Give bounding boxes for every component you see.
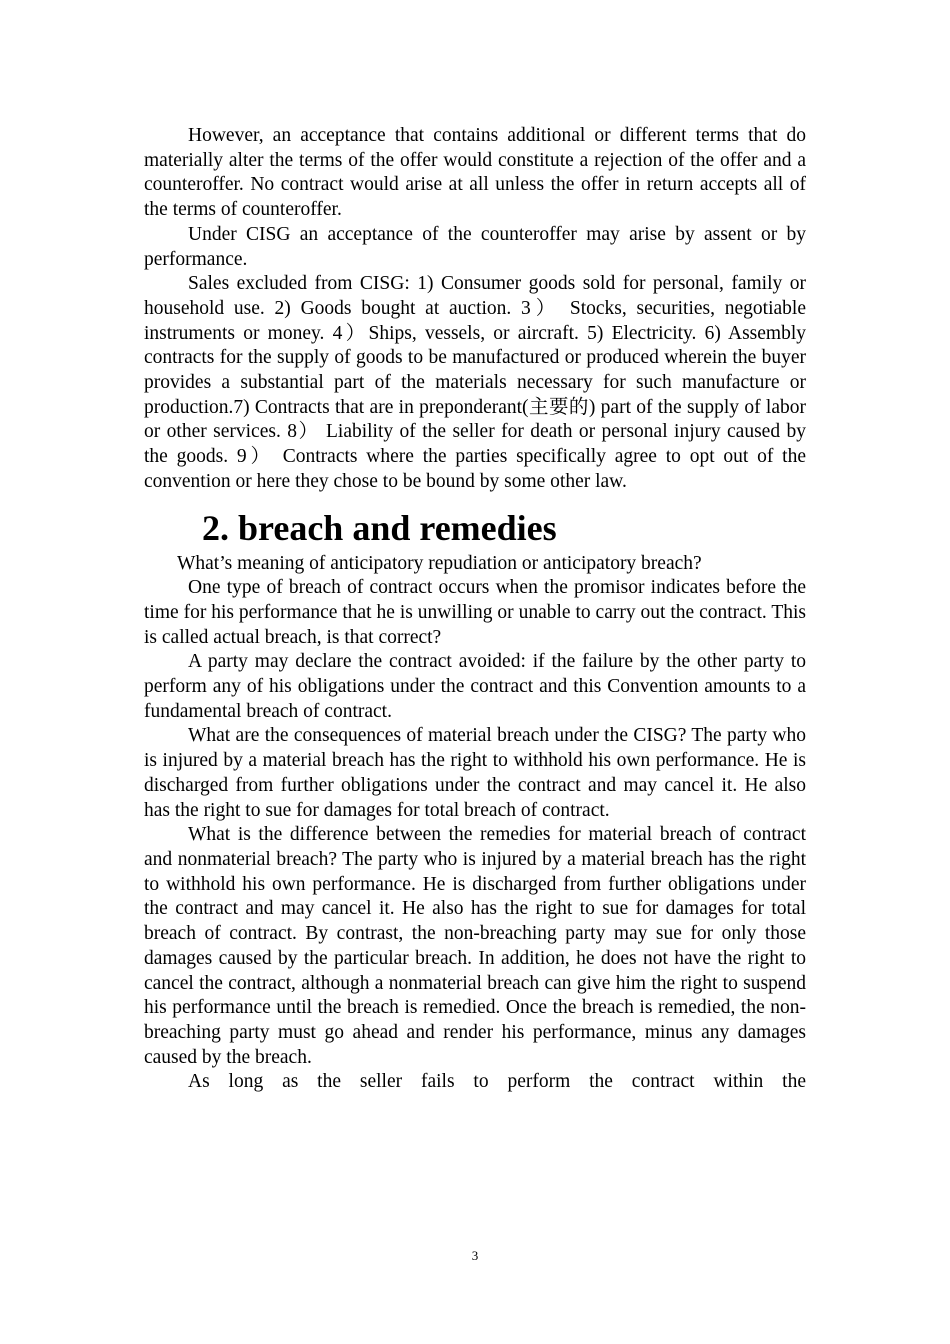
paragraph-actual-breach: One type of breach of contract occurs when the promisor indicates before the time for his performance that he is unwilling or unable to carry out the contract. This is called actual breach, is that correct?: [144, 577, 806, 648]
paragraph-sales-excluded: Sales excluded from CISG: 1) Consumer goods sold for personal, family or household use. 2) Goods bought at auction. 3） Stocks, securities, negotiable instruments or money. 4）Ships, vessels, or aircraft. 5) Electricity. 6) Assembly contracts for the supply of goods to be manufactured or produced wherein the buyer provides a substantial part of the materials necessary for such manufacture or production.7) Contracts that are in preponderant(主要的) part of the supply of labor or other services. 8） Liability of the seller for death or personal injury caused by the goods. 9） Contracts where the parties specifically agree to opt out of the convention or here they chose to be bound by some other law.: [144, 273, 806, 492]
paragraph-remedies-difference: What is the difference between the remedies for material breach of contract and nonmaterial breach? The party who is injured by a material breach has the right to withhold his own performance. He is discharged from further obligations under the contract and may cancel it. He also has the right to sue for damages for total breach of contract. By contrast, the non-breaching party may sue for only those damages caused by the particular breach. In addition, he does not have the right to cancel the contract, although a nonmaterial breach can give him the right to suspend his performance until the breach is remedied. Once the breach is remedied, the non-breaching party must go ahead and render his performance, minus any damages caused by the breach.: [144, 824, 806, 1068]
section-heading: 2. breach and remedies: [202, 507, 557, 548]
page-number: 3: [471, 1248, 479, 1263]
paragraph-counteroffer-acceptance: Under CISG an acceptance of the counteroffer may arise by assent or by performance.: [144, 223, 806, 270]
paragraph-declare-avoided: A party may declare the contract avoided: if the failure by the other party to perform any of his obligations under the contract and this Convention amounts to a fundamental breach of contract.: [144, 651, 806, 722]
question-anticipatory-breach: What’s meaning of anticipatory repudiation or anticipatory breach?: [177, 552, 702, 574]
paragraph-material-breach-consequences: What are the consequences of material breach under the CISG? The party who is injured by a material breach has the right to withhold his own performance. He is discharged from further obligations under the contract and may cancel it. He also has the right to sue for damages for total breach of contract.: [144, 725, 806, 821]
document-page: [144, 124, 806, 1095]
paragraph-seller-fails: As long as the seller fails to perform the contract within the: [188, 1071, 806, 1093]
paragraph-acceptance-material-alteration: However, an acceptance that contains additional or different terms that do materially alter the terms of the offer would constitute a rejection of the offer and a counteroffer. No contract would arise at all unless the offer in return accepts all of the terms of counteroffer.: [144, 125, 806, 221]
